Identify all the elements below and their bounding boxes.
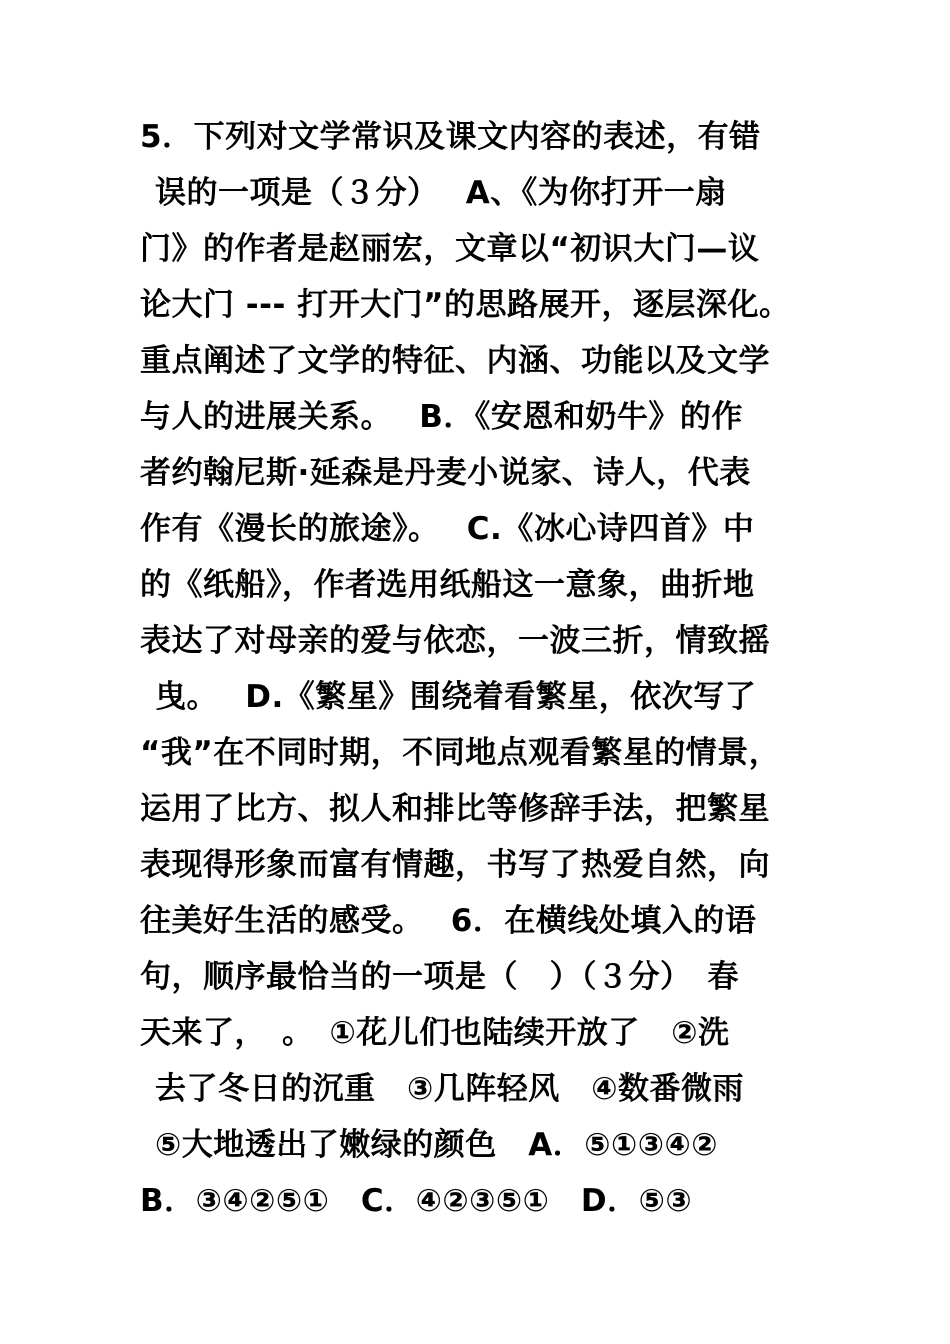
text-line: 门》的作者是赵丽宏，文章以“初识大门—议 [140, 231, 760, 267]
text-line: 表现得形象而富有情趣，书写了热爱自然，向 [140, 847, 770, 883]
text-line: 曳。 D.《繁星》围绕着看繁星，依次写了 [155, 679, 757, 715]
text-line: 句，顺序最恰当的一项是（ ）（３分） 春 [140, 959, 739, 995]
text-line: 去了冬日的沉重 ③几阵轻风 ④数番微雨 [155, 1071, 744, 1107]
text-line: B．③④②⑤① C．④②③⑤① D．⑤③ [140, 1183, 693, 1219]
text-line: 论大门 --- 打开大门”的思路展开，逐层深化。 [140, 287, 791, 323]
text-line: 与人的进展关系。 B．《安恩和奶牛》的作 [140, 399, 743, 435]
text-line: 重点阐述了文学的特征、内涵、功能以及文学 [140, 343, 770, 379]
text-line: 表达了对母亲的爱与依恋，一波三折，情致摇 [140, 623, 770, 659]
text-line: ⑤大地透出了嫩绿的颜色 A．⑤①③④② [155, 1127, 718, 1163]
text-line: 5．下列对文学常识及课文内容的表述，有错 [140, 119, 761, 155]
text-line: 误的一项是（３分） A、《为你打开一扇 [155, 175, 727, 211]
text-line: 天来了， 。 ①花儿们也陆续开放了 ②洗 [140, 1015, 730, 1051]
text-line: 作有《漫长的旅途》。 C.《冰心诗四首》中 [140, 511, 755, 547]
text-line: 的《纸船》，作者选用纸船这一意象，曲折地 [140, 567, 755, 603]
text-line: 运用了比方、拟人和排比等修辞手法，把繁星 [140, 791, 770, 827]
text-line: 往美好生活的感受。 6．在横线处填入的语 [140, 903, 757, 939]
text-line: 者约翰尼斯·延森是丹麦小说家、诗人，代表 [140, 455, 751, 491]
text-line: “我”在不同时期，不同地点观看繁星的情景， [140, 735, 781, 771]
